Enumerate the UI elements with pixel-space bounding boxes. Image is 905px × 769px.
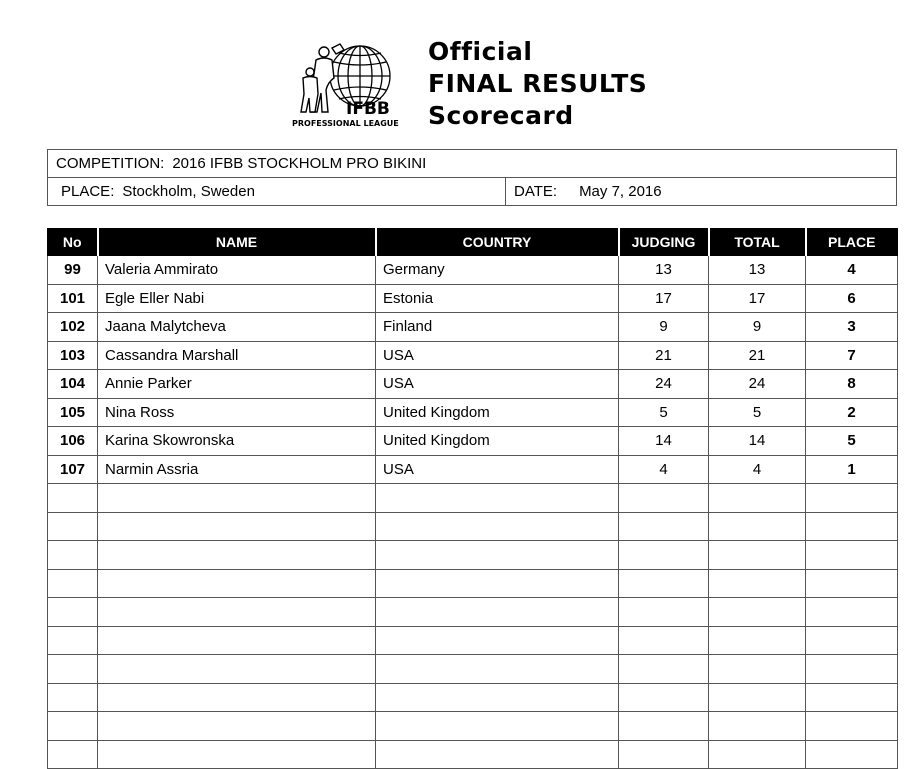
table-row (48, 427, 898, 456)
total-score: 4 (709, 455, 806, 484)
competition-info (47, 149, 897, 206)
empty-row (48, 512, 898, 541)
empty-cell (709, 655, 806, 684)
empty-cell (98, 626, 376, 655)
total-score: 14 (709, 427, 806, 456)
competitor-number: 104 (48, 370, 98, 399)
empty-cell (98, 512, 376, 541)
empty-cell (48, 484, 98, 513)
empty-cell (376, 512, 619, 541)
total-score: 21 (709, 341, 806, 370)
empty-row (48, 740, 898, 769)
competitor-name: Nina Ross (98, 398, 376, 427)
judging-score: 9 (619, 313, 709, 342)
competitor-name: Karina Skowronska (98, 427, 376, 456)
final-place: 5 (806, 427, 898, 456)
judging-score: 4 (619, 455, 709, 484)
table-row (48, 284, 898, 313)
competitor-number: 102 (48, 313, 98, 342)
empty-cell (376, 569, 619, 598)
place-label: PLACE: (61, 183, 115, 200)
title-official: Official (428, 37, 533, 66)
empty-cell (806, 655, 898, 684)
header-total: TOTAL (709, 229, 806, 256)
empty-row (48, 484, 898, 513)
empty-cell (98, 569, 376, 598)
empty-cell (48, 683, 98, 712)
empty-cell (48, 626, 98, 655)
table-row (48, 455, 898, 484)
empty-cell (48, 655, 98, 684)
competitor-number: 99 (48, 256, 98, 285)
date-value: May 7, 2016 (579, 183, 662, 200)
competition-cell (48, 150, 897, 178)
empty-cell (619, 712, 709, 741)
empty-row (48, 712, 898, 741)
date-label: DATE: (514, 183, 558, 200)
empty-cell (619, 683, 709, 712)
results-body (48, 256, 898, 769)
competitor-country: USA (376, 455, 619, 484)
competitor-country: Finland (376, 313, 619, 342)
competition-value: 2016 IFBB STOCKHOLM PRO BIKINI (172, 155, 427, 172)
empty-cell (48, 740, 98, 769)
competitor-number: 101 (48, 284, 98, 313)
empty-cell (98, 541, 376, 570)
empty-cell (619, 740, 709, 769)
empty-cell (376, 712, 619, 741)
competitor-country: Germany (376, 256, 619, 285)
judging-score: 17 (619, 284, 709, 313)
empty-row (48, 541, 898, 570)
empty-row (48, 626, 898, 655)
empty-cell (376, 740, 619, 769)
final-place: 3 (806, 313, 898, 342)
empty-cell (806, 683, 898, 712)
competitor-number: 107 (48, 455, 98, 484)
judging-score: 13 (619, 256, 709, 285)
empty-row (48, 598, 898, 627)
empty-cell (709, 712, 806, 741)
table-header-row (48, 229, 898, 256)
empty-cell (806, 598, 898, 627)
judging-score: 24 (619, 370, 709, 399)
empty-cell (98, 683, 376, 712)
final-place: 7 (806, 341, 898, 370)
empty-row (48, 655, 898, 684)
empty-cell (709, 626, 806, 655)
competitor-country: USA (376, 370, 619, 399)
competitor-name: Cassandra Marshall (98, 341, 376, 370)
competitor-country: Estonia (376, 284, 619, 313)
empty-cell (98, 484, 376, 513)
header-name: NAME (98, 229, 376, 256)
judging-score: 14 (619, 427, 709, 456)
empty-cell (619, 541, 709, 570)
competitor-number: 106 (48, 427, 98, 456)
empty-cell (619, 626, 709, 655)
empty-cell (376, 683, 619, 712)
empty-cell (709, 598, 806, 627)
empty-cell (806, 569, 898, 598)
empty-cell (806, 626, 898, 655)
header-place: PLACE (806, 229, 898, 256)
total-score: 24 (709, 370, 806, 399)
table-row (48, 341, 898, 370)
competitor-name: Narmin Assria (98, 455, 376, 484)
table-row (48, 256, 898, 285)
empty-cell (619, 569, 709, 598)
total-score: 9 (709, 313, 806, 342)
place-value: Stockholm, Sweden (122, 183, 255, 200)
empty-cell (376, 541, 619, 570)
empty-cell (98, 740, 376, 769)
final-place: 2 (806, 398, 898, 427)
empty-cell (709, 569, 806, 598)
empty-cell (376, 484, 619, 513)
ifbb-logo (288, 38, 418, 128)
empty-cell (98, 712, 376, 741)
competitor-name: Jaana Malytcheva (98, 313, 376, 342)
table-row (48, 313, 898, 342)
title-scorecard: Scorecard (428, 101, 574, 130)
final-place: 1 (806, 455, 898, 484)
empty-cell (48, 512, 98, 541)
total-score: 5 (709, 398, 806, 427)
judging-score: 21 (619, 341, 709, 370)
empty-cell (98, 598, 376, 627)
competitor-country: United Kingdom (376, 427, 619, 456)
empty-cell (709, 683, 806, 712)
competitor-country: United Kingdom (376, 398, 619, 427)
table-row (48, 398, 898, 427)
total-score: 17 (709, 284, 806, 313)
total-score: 13 (709, 256, 806, 285)
competitor-number: 105 (48, 398, 98, 427)
title-block (428, 36, 647, 132)
competitor-country: USA (376, 341, 619, 370)
empty-cell (619, 598, 709, 627)
competition-label: COMPETITION: (56, 155, 165, 172)
competitor-number: 103 (48, 341, 98, 370)
empty-cell (376, 598, 619, 627)
empty-row (48, 569, 898, 598)
competitor-name: Annie Parker (98, 370, 376, 399)
empty-cell (48, 541, 98, 570)
empty-cell (709, 484, 806, 513)
competitor-name: Egle Eller Nabi (98, 284, 376, 313)
empty-cell (619, 512, 709, 541)
empty-cell (48, 712, 98, 741)
final-place: 8 (806, 370, 898, 399)
final-place: 6 (806, 284, 898, 313)
empty-cell (98, 655, 376, 684)
empty-cell (709, 512, 806, 541)
judging-score: 5 (619, 398, 709, 427)
empty-cell (806, 740, 898, 769)
competitor-name: Valeria Ammirato (98, 256, 376, 285)
empty-cell (376, 655, 619, 684)
empty-cell (806, 712, 898, 741)
logo-subtext: PROFESSIONAL LEAGUE (292, 119, 399, 128)
empty-cell (48, 598, 98, 627)
empty-row (48, 683, 898, 712)
empty-cell (48, 569, 98, 598)
logo-text: IFBB (346, 99, 390, 119)
empty-cell (806, 484, 898, 513)
header-no: No (48, 229, 98, 256)
place-cell (48, 178, 506, 206)
empty-cell (709, 541, 806, 570)
header-country: COUNTRY (376, 229, 619, 256)
title-final-results: FINAL RESULTS (428, 69, 648, 98)
empty-cell (709, 740, 806, 769)
final-place: 4 (806, 256, 898, 285)
table-row (48, 370, 898, 399)
scorecard-header (288, 36, 668, 132)
date-cell (506, 178, 897, 206)
empty-cell (619, 655, 709, 684)
empty-cell (619, 484, 709, 513)
header-judging: JUDGING (619, 229, 709, 256)
results-table (47, 228, 898, 769)
empty-cell (376, 626, 619, 655)
empty-cell (806, 512, 898, 541)
empty-cell (806, 541, 898, 570)
